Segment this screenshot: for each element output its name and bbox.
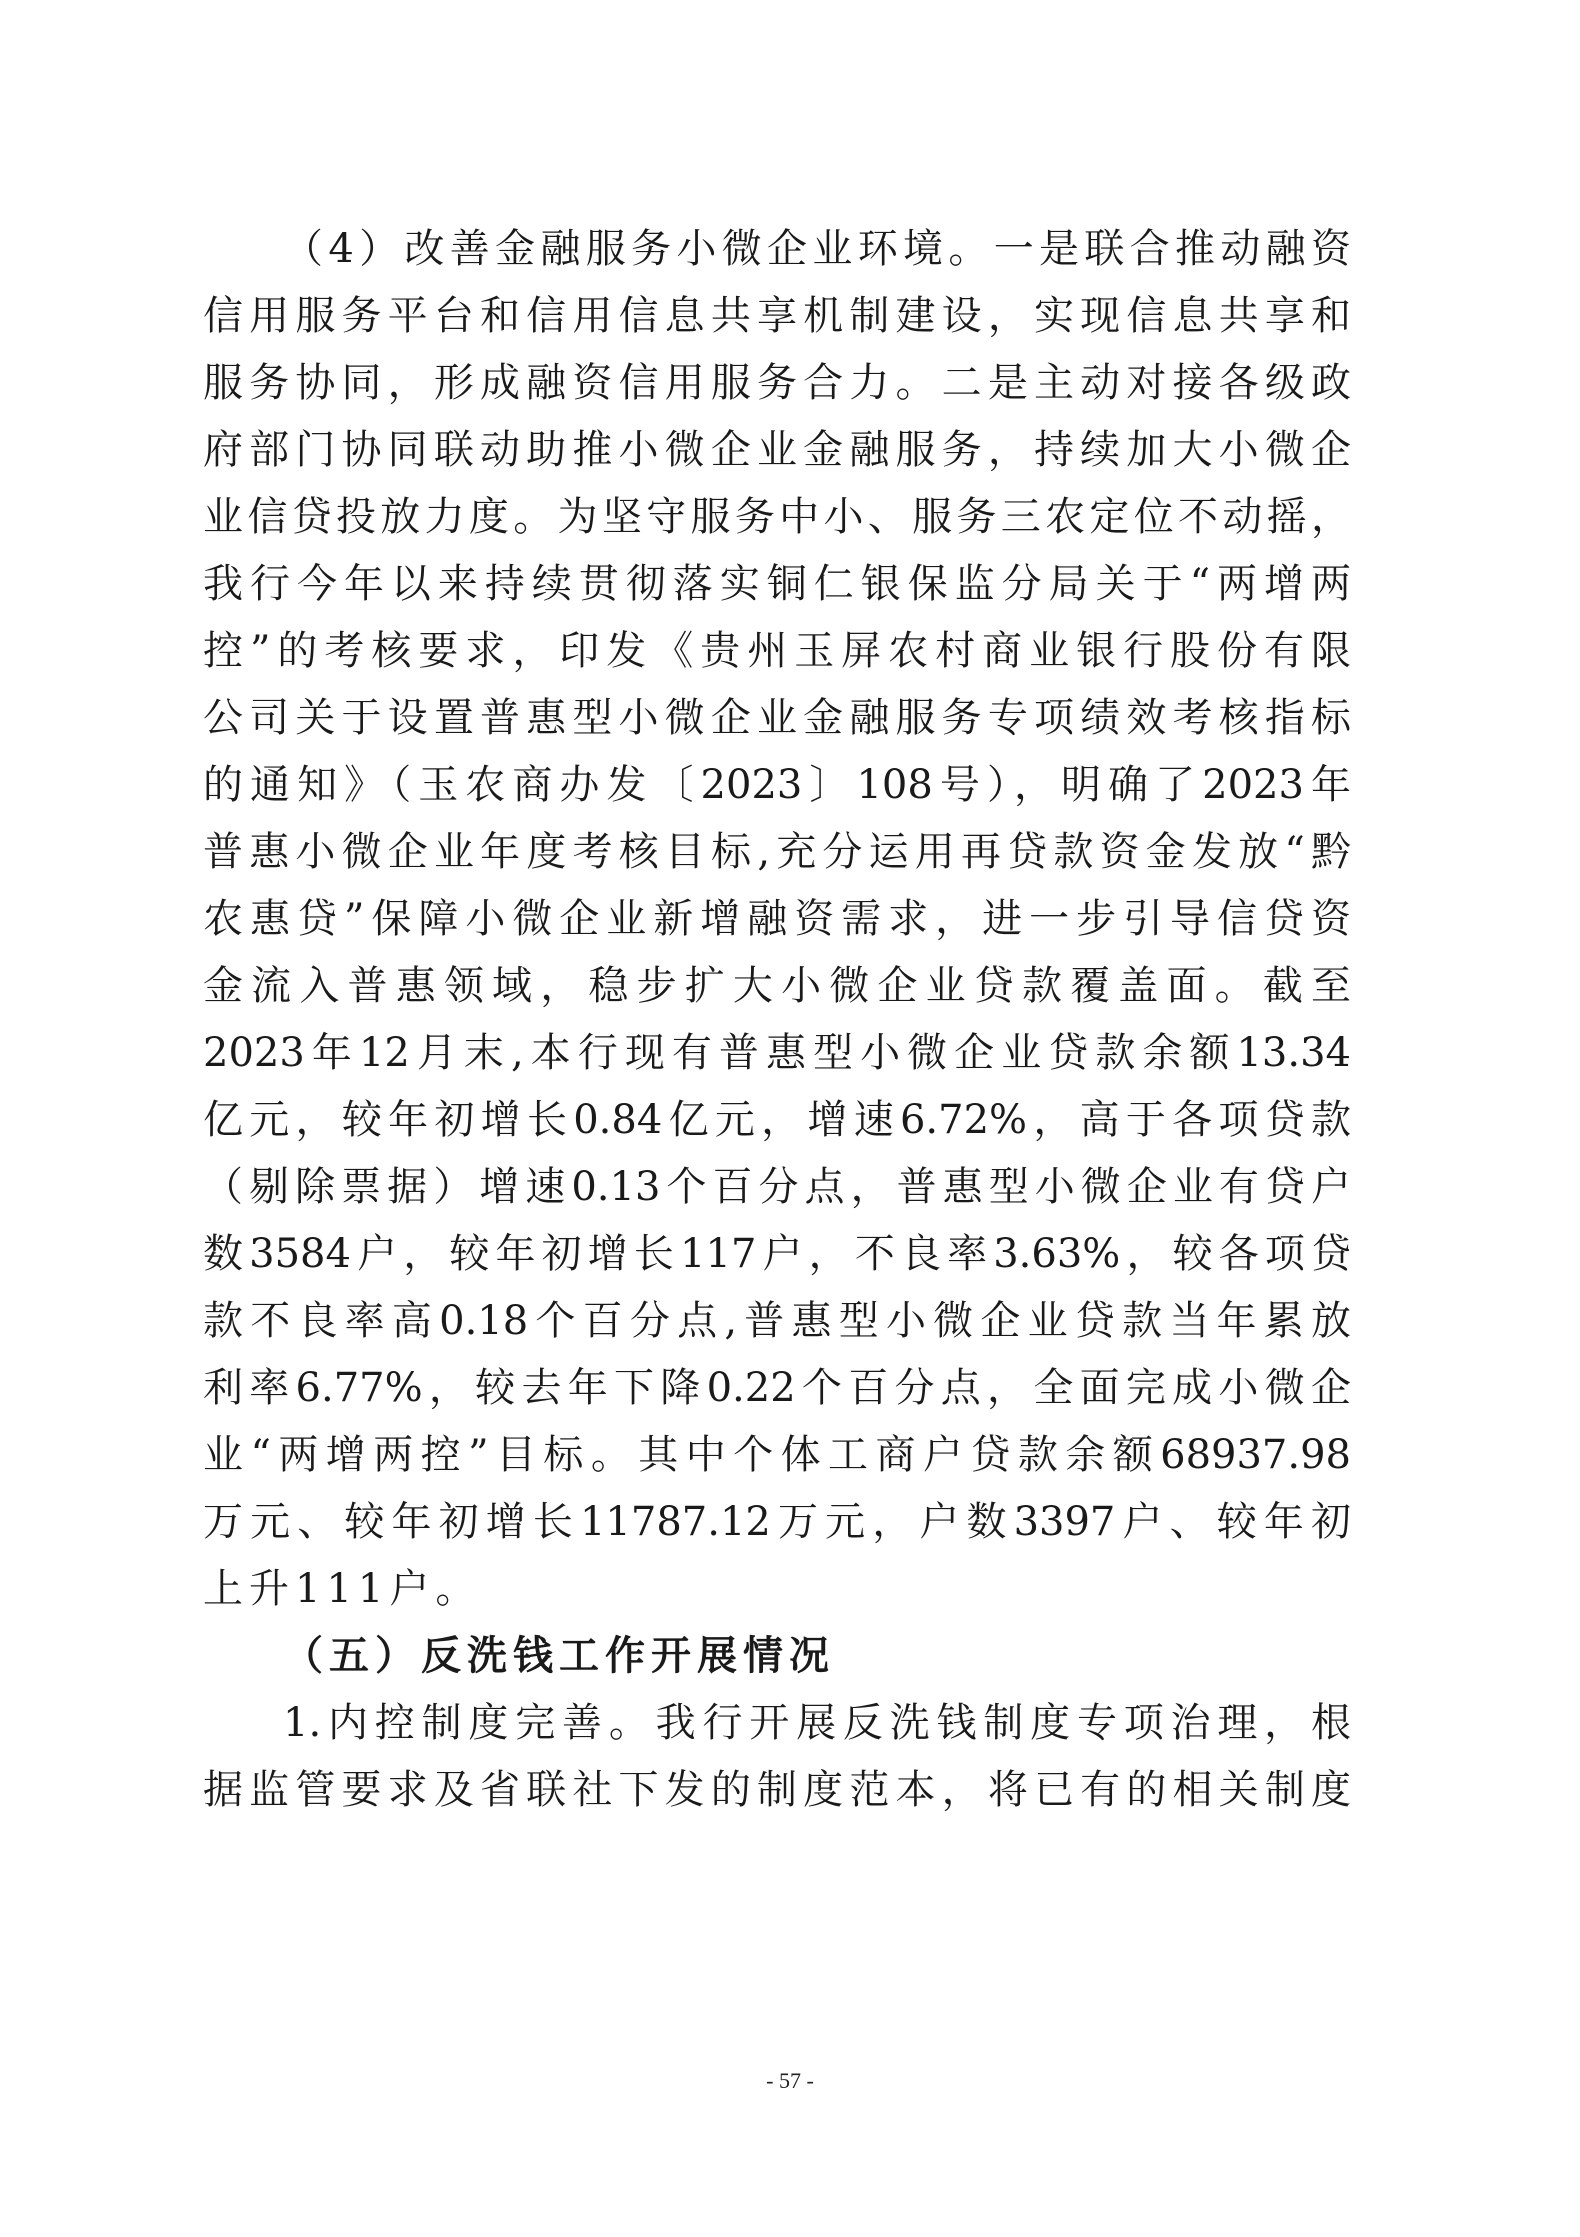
paragraph-line: 我行今年以来持续贯彻落实铜仁银保监分局关于“两增两 <box>203 561 1351 607</box>
paragraph-line: 款不良率高0.18个百分点,普惠型小微企业贷款当年累放 <box>203 1298 1351 1344</box>
paragraph-line: 利率6.77%，较去年下降0.22个百分点，全面完成小微企 <box>203 1365 1351 1411</box>
paragraph-line: 业“两增两控”目标。其中个体工商户贷款余额68937.98 <box>203 1432 1351 1478</box>
paragraph-line: 上升111户。 <box>203 1566 482 1612</box>
paragraph-line: 的通知》（玉农商办发〔2023〕108号），明确了2023年 <box>203 762 1351 808</box>
paragraph-line: 普惠小微企业年度考核目标,充分运用再贷款资金发放“黔 <box>203 829 1351 875</box>
paragraph-line: （4）改善金融服务小微企业环境。一是联合推动融资 <box>283 226 1351 272</box>
paragraph-line: 府部门协同联动助推小微企业金融服务，持续加大小微企 <box>203 427 1351 473</box>
paragraph-line: 1.内控制度完善。我行开展反洗钱制度专项治理，根 <box>283 1700 1351 1746</box>
paragraph-line: 公司关于设置普惠型小微企业金融服务专项绩效考核指标 <box>203 695 1351 741</box>
paragraph-line: 信用服务平台和信用信息共享机制建设，实现信息共享和 <box>203 293 1351 339</box>
paragraph-line: 亿元，较年初增长0.84亿元，增速6.72%，高于各项贷款 <box>203 1097 1351 1143</box>
paragraph-line: （剔除票据）增速0.13个百分点，普惠型小微企业有贷户 <box>203 1164 1351 1210</box>
paragraph-line: 农惠贷”保障小微企业新增融资需求，进一步引导信贷资 <box>203 896 1351 942</box>
section-heading: （五）反洗钱工作开展情况 <box>283 1632 835 1679</box>
paragraph-line: 据监管要求及省联社下发的制度范本，将已有的相关制度 <box>203 1767 1351 1813</box>
paragraph-line: 万元、较年初增长11787.12万元，户数3397户、较年初 <box>203 1499 1351 1545</box>
paragraph-line: 控”的考核要求，印发《贵州玉屏农村商业银行股份有限 <box>203 628 1351 674</box>
paragraph-line: 服务协同，形成融资信用服务合力。二是主动对接各级政 <box>203 360 1351 406</box>
paragraph-line: 业信贷投放力度。为坚守服务中小、服务三农定位不动摇， <box>203 494 1351 540</box>
paragraph-line: 金流入普惠领域，稳步扩大小微企业贷款覆盖面。截至 <box>203 963 1351 1009</box>
paragraph-line: 数3584户，较年初增长117户，不良率3.63%，较各项贷 <box>203 1231 1351 1277</box>
paragraph-line: 2023年12月末,本行现有普惠型小微企业贷款余额13.34 <box>203 1030 1351 1076</box>
page-number: - 57 - <box>766 2068 814 2093</box>
